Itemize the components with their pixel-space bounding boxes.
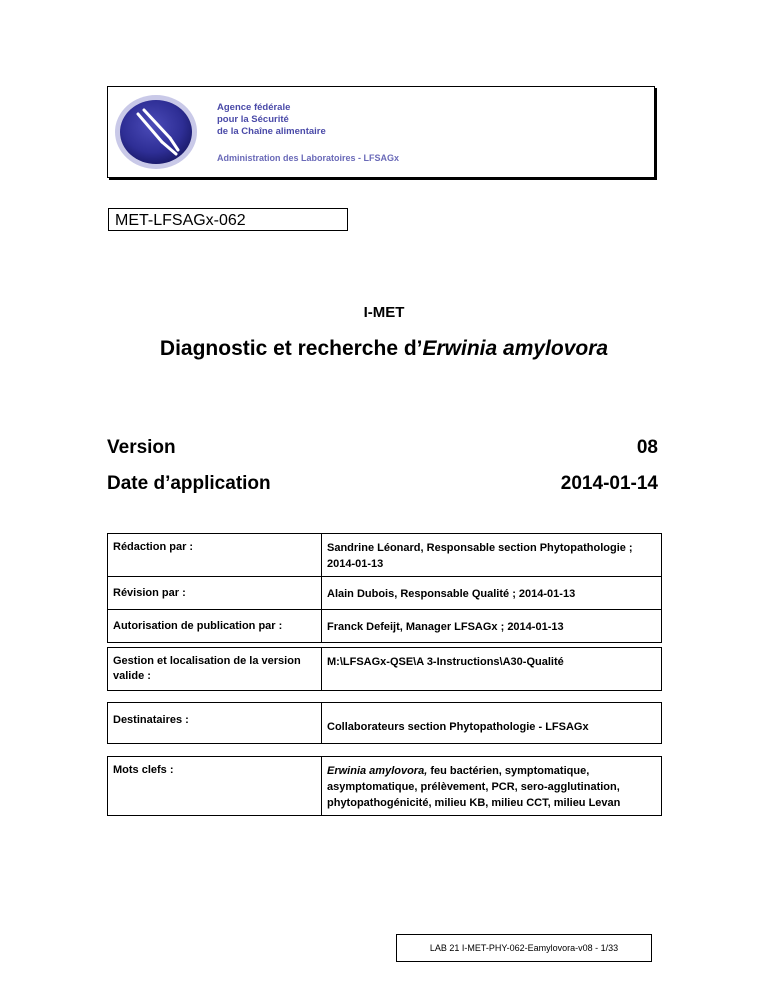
row-label: Destinataires : [108,703,322,743]
row-label: Mots clefs : [108,757,322,815]
row-label: Rédaction par : [108,534,322,576]
agency-name: Agence fédérale pour la Sécurité de la Chaîne alimentaire [217,102,326,137]
row-label: Autorisation de publication par : [108,610,322,642]
table-row [108,610,661,643]
version-value: 08 [636,437,658,458]
administration-name: Administration des Laboratoires - LFSAGx [217,153,400,163]
row-value: Franck Defeijt, Manager LFSAGx ; 2014-01-13 [327,621,564,633]
document-title: Diagnostic et recherche d’Erwinia amylovora [159,337,609,360]
table-row [108,703,661,744]
table-row [108,648,661,691]
row-value: Alain Dubois, Responsable Qualité ; 2014-01-13 [327,588,576,600]
location-table [107,647,662,691]
afsca-logo-icon [114,94,198,170]
approval-table [107,533,662,643]
document-type: I-MET [363,304,405,321]
keyword-species: Erwinia amylovora, [327,765,428,777]
header-box [107,86,655,178]
table-row [108,534,661,577]
row-value: Erwinia amylovora, feu bactérien, symptomatique, asymptomatique, prélèvement, PCR, sero-agglutination, phytopathogénicité, milieu KB, milieu CCT, milieu Levan [327,765,621,809]
table-row [108,757,661,816]
species-name: Erwinia amylovora [422,337,609,360]
date-label: Date d’application [107,473,271,494]
recipients-table [107,702,662,744]
document-reference: MET-LFSAGx-062 [108,208,348,231]
page-footer: LAB 21 I-MET-PHY-062-Eamylovora-v08 - 1/33 [396,934,652,962]
row-label: Gestion et localisation de la version valide : [108,648,322,690]
row-label: Révision par : [108,577,322,609]
keywords-table [107,756,662,816]
row-value: M:\LFSAGx-QSE\A 3-Instructions\A30-Qualité [327,656,564,668]
table-row [108,577,661,610]
row-value: Collaborateurs section Phytopathologie - LFSAGx [327,721,589,733]
date-value: 2014-01-14 [560,473,658,494]
row-value: Sandrine Léonard, Responsable section Phytopathologie ; 2014-01-13 [327,542,633,570]
version-label: Version [107,437,176,458]
